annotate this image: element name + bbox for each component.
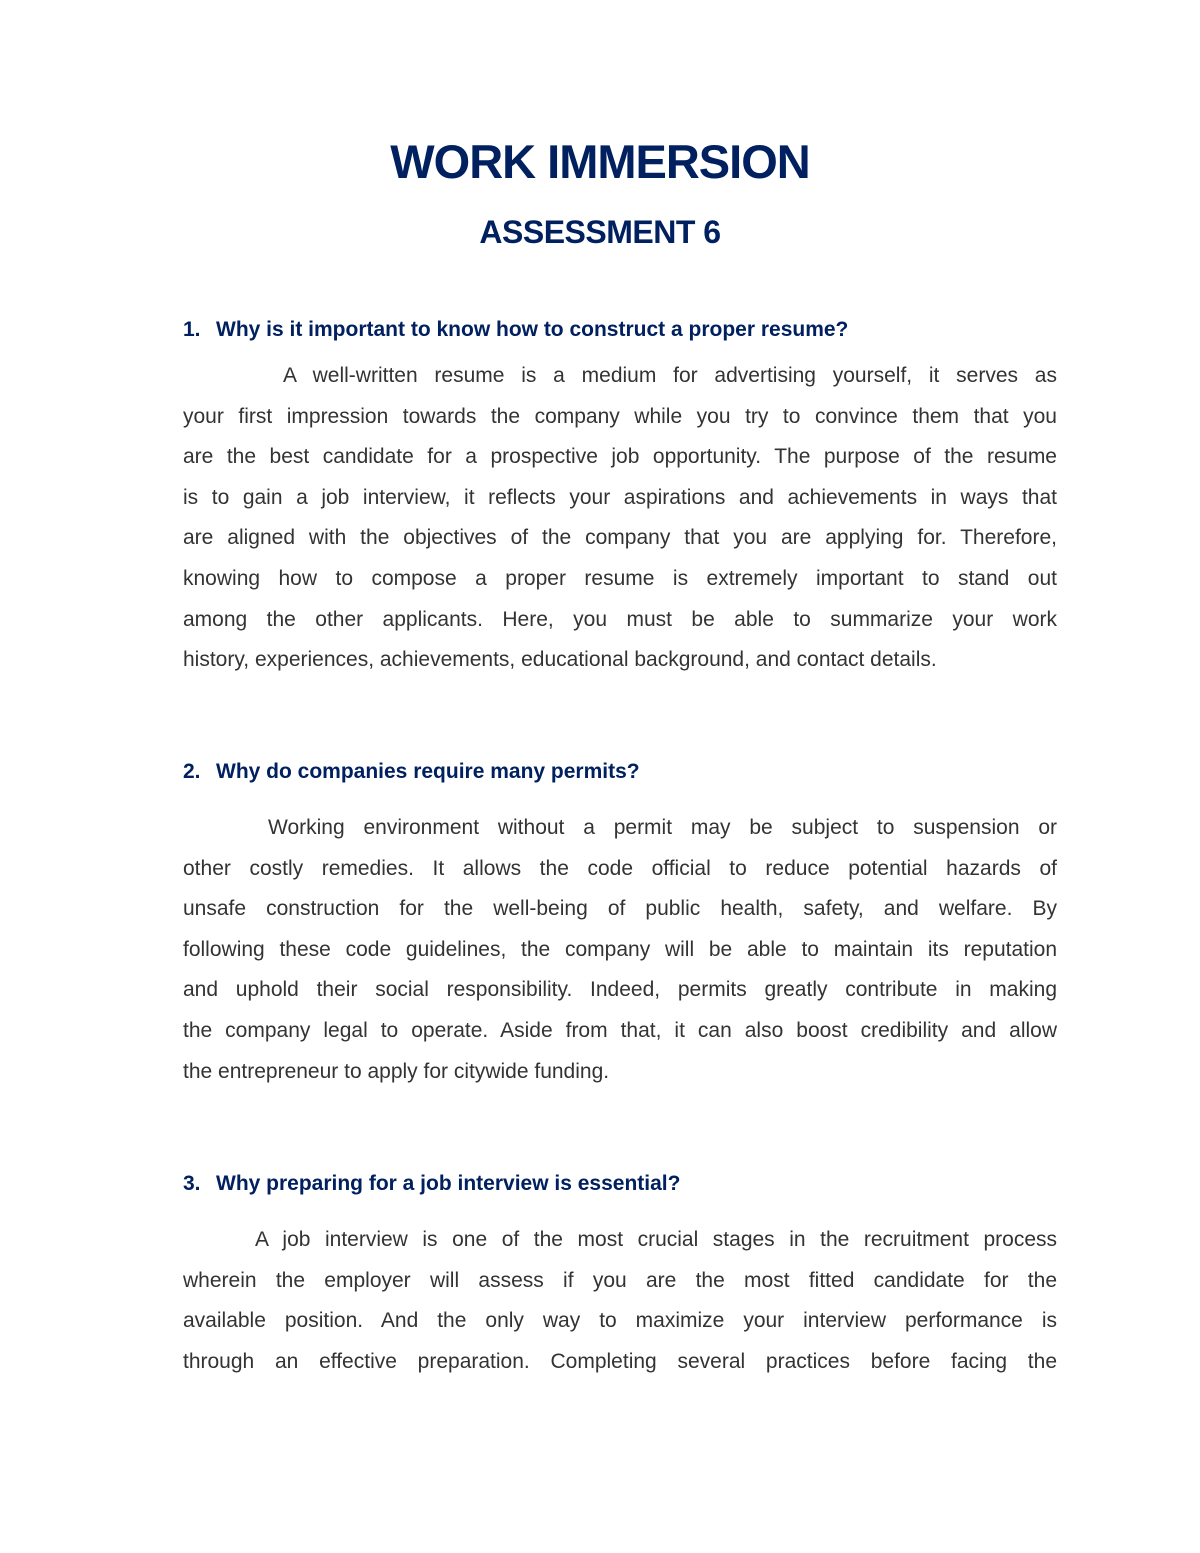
question-number: 1.: [183, 318, 201, 341]
answer-line: A well-written resume is a medium for advertising yourself, it serves as: [283, 364, 1057, 387]
answer-line: Working environment without a permit may be subject to suspension or: [268, 816, 1057, 839]
question-3: [183, 1172, 680, 1196]
answer-line: unsafe construction for the well-being of public health, safety, and welfare. By: [183, 897, 1057, 921]
answer-line: are aligned with the objectives of the company that you are applying for. Therefore,: [183, 526, 1057, 550]
document-title: WORK IMMERSION: [390, 135, 810, 188]
answer-line: following these code guidelines, the company will be able to maintain its reputation: [183, 937, 1057, 961]
answer-line: and uphold their social responsibility. Indeed, permits greatly contribute in making: [183, 978, 1057, 1002]
question-text: Why is it important to know how to construct a proper resume?: [216, 318, 849, 341]
question-text: Why do companies require many permits?: [216, 760, 640, 783]
answer-line: history, experiences, achievements, educational background, and contact details.: [183, 648, 937, 672]
answer-line: the company legal to operate. Aside from that, it can also boost credibility and allow: [183, 1018, 1057, 1042]
answer-line: the entrepreneur to apply for citywide funding.: [183, 1059, 610, 1083]
question-number: 2.: [183, 760, 201, 783]
answer-2: [183, 808, 1057, 1092]
answer-line: other costly remedies. It allows the code official to reduce potential hazards of: [183, 856, 1057, 880]
question-number: 3.: [183, 1172, 201, 1195]
answer-line: wherein the employer will assess if you are the most fitted candidate for the: [183, 1268, 1057, 1292]
answer-line: available position. And the only way to maximize your interview performance is: [183, 1309, 1057, 1333]
document-subtitle: ASSESSMENT 6: [479, 214, 721, 250]
question-2: [183, 760, 640, 784]
answer-line: knowing how to compose a proper resume is extremely important to stand out: [183, 566, 1057, 590]
question-text: Why preparing for a job interview is essential?: [216, 1172, 681, 1195]
answer-line: among the other applicants. Here, you must be able to summarize your work: [183, 607, 1057, 631]
answer-line: are the best candidate for a prospective job opportunity. The purpose of the resume: [183, 445, 1057, 469]
question-1: [183, 318, 848, 342]
answer-line: your first impression towards the company while you try to convince them that you: [183, 404, 1057, 428]
answer-line: is to gain a job interview, it reflects your aspirations and achievements in ways that: [183, 485, 1057, 509]
answer-line: A job interview is one of the most crucial stages in the recruitment process: [255, 1228, 1057, 1251]
answer-3: [183, 1220, 1057, 1382]
answer-line: through an effective preparation. Completing several practices before facing the: [183, 1349, 1057, 1373]
answer-1: [183, 356, 1057, 681]
